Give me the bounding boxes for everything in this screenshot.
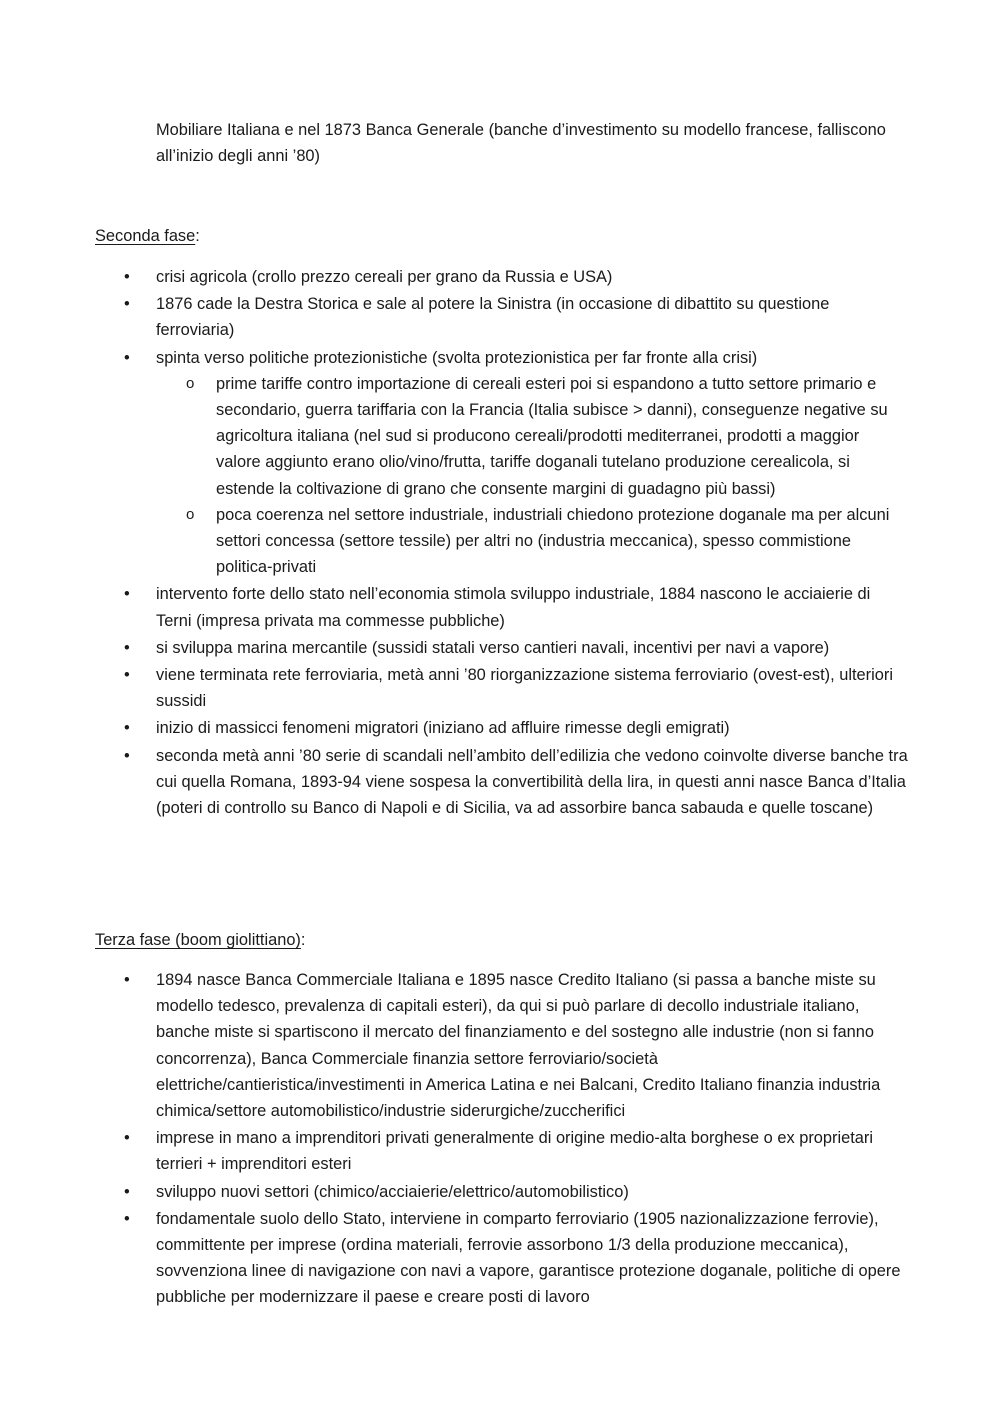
list-item xyxy=(124,1125,908,1177)
section-heading-text: Terza fase (boom giolittiano) xyxy=(95,931,301,949)
list-item xyxy=(124,1206,908,1311)
bullet-dot-icon: • xyxy=(124,1129,130,1148)
sub-list xyxy=(156,371,908,581)
list-item xyxy=(124,1179,908,1205)
list-item-text: 1894 nasce Banca Commerciale Italiana e 1895 nasce Credito Italiano (si passa a banche miste su modello tedesco, prevalenza di capitali esteri), da qui si può parlare di decollo industriale italiano, banche miste si spartiscono il mercato del finanziamento e del sostegno alle industrie (non si fanno concorrenza), Banca Commerciale finanzia settore ferroviario/società elettriche/cantieristica/investimenti in America Latina e nei Balcani, Credito Italiano finanzia industria chimica/settore automobilistico/industrie siderurgiche/zuccherifici xyxy=(156,971,881,1121)
bullet-dot-icon: • xyxy=(124,268,130,286)
list-item-text: sviluppo nuovi settori (chimico/acciaierie/elettrico/automobilistico) xyxy=(156,1182,629,1201)
list-item xyxy=(124,345,908,581)
list-item-text: fondamentale suolo dello Stato, interviene in comparto ferroviario (1905 nazionalizzazione ferrovie), committente per imprese (ordina materiali, ferrovie assorbono 1/3 della produzione meccanica), sovvenziona linee di navigazione con navi a vapore, garantisce protezione doganale, politiche di opere pubbliche per modernizzare il paese e creare posti di lavoro xyxy=(156,1209,901,1307)
list-item-text: inizio di massicci fenomeni migratori (iniziano ad affluire rimesse degli emigrati) xyxy=(156,719,730,738)
list-item xyxy=(124,662,908,714)
list-item xyxy=(124,291,908,343)
sub-list-item xyxy=(186,371,908,502)
bullet-dot-icon: • xyxy=(124,1209,130,1228)
bullet-dot-icon: • xyxy=(124,295,130,314)
heading-colon: : xyxy=(300,931,306,949)
list-item xyxy=(124,264,908,290)
heading-colon: : xyxy=(195,227,200,245)
bullet-dot-icon: • xyxy=(124,638,130,657)
list-item-text: 1876 cade la Destra Storica e sale al potere la Sinistra (in occasione di dibattito su questione ferroviaria) xyxy=(156,295,830,340)
sub-list-item-text: poca coerenza nel settore industriale, industriali chiedono protezione doganale ma per alcuni settori concessa (settore tessile) per altri no (industria meccanica), spesso commistione politica-privati xyxy=(216,505,890,577)
bullet-dot-icon: • xyxy=(124,719,130,738)
list-item-text: si sviluppa marina mercantile (sussidi statali verso cantieri navali, incentivi per navi a vapore) xyxy=(156,638,830,657)
section-heading-seconda-fase xyxy=(95,223,200,249)
bullet-dot-icon: • xyxy=(124,666,130,685)
bullet-dot-icon: • xyxy=(124,348,130,367)
bullet-dot-icon: • xyxy=(124,1182,130,1201)
seconda-fase-list xyxy=(124,264,908,822)
list-item xyxy=(124,967,908,1124)
bullet-dot-icon: • xyxy=(124,971,130,989)
intro-paragraph: Mobiliare Italiana e nel 1873 Banca Generale (banche d’investimento su modello francese, falliscono all’inizio degli anni ’80) xyxy=(156,121,886,165)
list-item xyxy=(124,715,908,741)
bullet-circle-icon: o xyxy=(186,374,195,392)
sub-list-item-text: prime tariffe contro importazione di cereali esteri poi si espandono a tutto settore primario e secondario, guerra tariffaria con la Francia (Italia subisce > danni), conseguenze negative su agricoltura italiana (nel sud si producono cereali/prodotti mediterranei, prodotti a maggior valore aggiunto erano olio/vino/frutta, tariffe doganali tutelano produzione cerealicola, si estende la coltivazione di grano che consente margini di guadagno più bassi) xyxy=(216,374,888,498)
list-item-text: seconda metà anni ’80 serie di scandali nell’ambito dell’edilizia che vedono coinvolte diverse banche tra cui quella Romana, 1893-94 viene sospesa la convertibilità della lira, in questi anni nasce Banca d’Italia (poteri di controllo su Banco di Napoli e di Sicilia, va ad assorbire banca sabauda e quelle toscane) xyxy=(156,746,908,818)
list-item-text: imprese in mano a imprenditori privati generalmente di origine medio-alta borghese o ex proprietari terrieri + imprenditori esteri xyxy=(156,1129,874,1174)
list-item-text: viene terminata rete ferroviaria, metà anni ’80 riorganizzazione sistema ferroviario (ovest-est), ulteriori sussidi xyxy=(156,666,893,711)
section-heading-text: Seconda fase xyxy=(95,227,196,245)
list-item xyxy=(124,635,908,661)
bullet-dot-icon: • xyxy=(124,585,130,604)
sub-list-item xyxy=(186,502,908,581)
list-item xyxy=(124,581,908,633)
list-item-text: spinta verso politiche protezionistiche (svolta protezionistica per far fronte alla crisi) xyxy=(156,348,758,367)
list-item-text: intervento forte dello stato nell’economia stimola sviluppo industriale, 1884 nascono le acciaierie di Terni (impresa privata ma commesse pubbliche) xyxy=(156,585,871,630)
list-item xyxy=(124,743,908,822)
terza-fase-list xyxy=(124,967,908,1312)
bullet-dot-icon: • xyxy=(124,746,130,765)
bullet-circle-icon: o xyxy=(186,505,195,523)
list-item-text: crisi agricola (crollo prezzo cereali per grano da Russia e USA) xyxy=(156,268,613,286)
section-heading-terza-fase xyxy=(95,927,305,953)
